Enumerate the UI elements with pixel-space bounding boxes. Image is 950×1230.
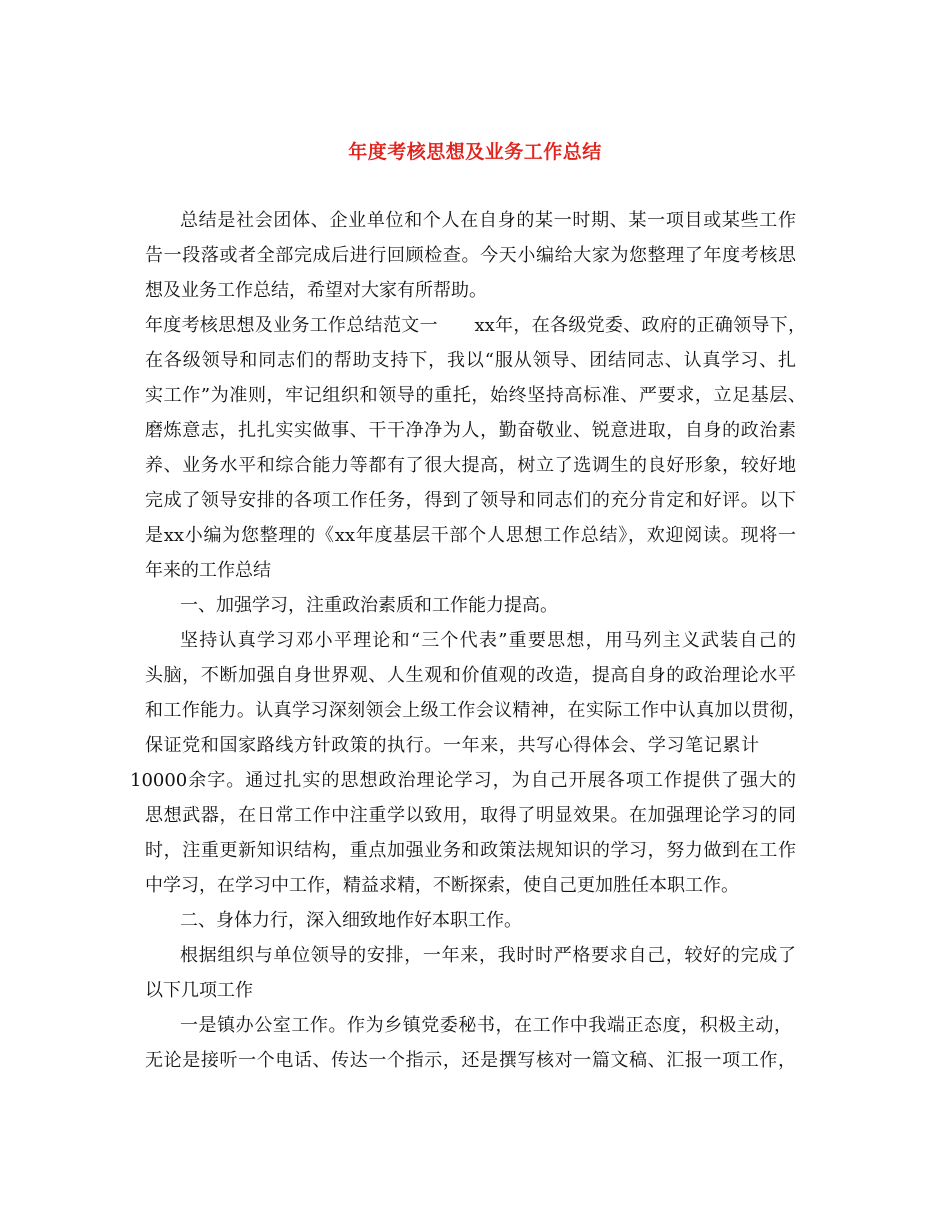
body-line: 年来的工作总结 bbox=[145, 560, 271, 581]
body-line: 磨炼意志，扎扎实实做事、干干净净为人，勤奋敬业、锐意进取，自身的政治素 bbox=[145, 420, 796, 441]
body-line: 在各级领导和同志们的帮助支持下，我以“服从领导、团结同志、认真学习、扎 bbox=[145, 350, 796, 371]
body-line: 无论是接听一个电话、传达一个指示，还是撰写核对一篇文稿、汇报一项工作， bbox=[145, 1050, 796, 1071]
body-line: 年度考核思想及业务工作总结范文一 xx年，在各级党委、政府的正确领导下， bbox=[145, 315, 806, 336]
body-line: 保证党和国家路线方针政策的执行。一年来，共写心得体会、学习笔记累计 bbox=[145, 735, 759, 756]
document-title: 年度考核思想及业务工作总结 bbox=[348, 141, 602, 163]
body-line: 10000余字。通过扎实的思想政治理论学习，为自己开展各项工作提供了强大的 bbox=[130, 770, 796, 791]
section-heading: 一、加强学习，注重政治素质和工作能力提高。 bbox=[180, 595, 558, 616]
body-line: 和工作能力。认真学习深刻领会上级工作会议精神，在实际工作中认真加以贯彻， bbox=[145, 700, 806, 721]
body-line: 实工作”为准则，牢记组织和领导的重托，始终坚持高标准、严要求，立足基层、 bbox=[145, 385, 806, 406]
body-line: 时，注重更新知识结构，重点加强业务和政策法规知识的学习，努力做到在工作 bbox=[145, 840, 796, 861]
body-line: 中学习，在学习中工作，精益求精，不断探索，使自己更加胜任本职工作。 bbox=[145, 875, 739, 896]
body-line: 完成了领导安排的各项工作任务，得到了领导和同志们的充分肯定和好评。以下 bbox=[145, 490, 796, 511]
section-heading: 二、身体力行，深入细致地作好本职工作。 bbox=[180, 910, 522, 931]
body-line: 头脑，不断加强自身世界观、人生观和价值观的改造，提高自身的政治理论水平 bbox=[145, 665, 796, 686]
body-line: 总结是社会团体、企业单位和个人在自身的某一时期、某一项目或某些工作 bbox=[180, 210, 796, 231]
body-line: 养、业务水平和综合能力等都有了很大提高，树立了选调生的良好形象，较好地 bbox=[145, 455, 796, 476]
body-line: 一是镇办公室工作。作为乡镇党委秘书，在工作中我端正态度，积极主动， bbox=[180, 1015, 792, 1036]
body-line: 想及业务工作总结，希望对大家有所帮助。 bbox=[145, 280, 487, 301]
body-line: 根据组织与单位领导的安排，一年来，我时时严格要求自己，较好的完成了 bbox=[180, 945, 796, 966]
body-line: 思想武器，在日常工作中注重学以致用，取得了明显效果。在加强理论学习的同 bbox=[145, 805, 796, 826]
body-line: 是xx小编为您整理的《xx年度基层干部个人思想工作总结》，欢迎阅读。现将一 bbox=[145, 525, 796, 546]
body-line: 以下几项工作 bbox=[145, 980, 253, 1001]
body-line: 告一段落或者全部完成后进行回顾检查。今天小编给大家为您整理了年度考核思 bbox=[145, 245, 796, 266]
body-line: 坚持认真学习邓小平理论和“三个代表”重要思想，用马列主义武装自己的 bbox=[180, 630, 796, 651]
